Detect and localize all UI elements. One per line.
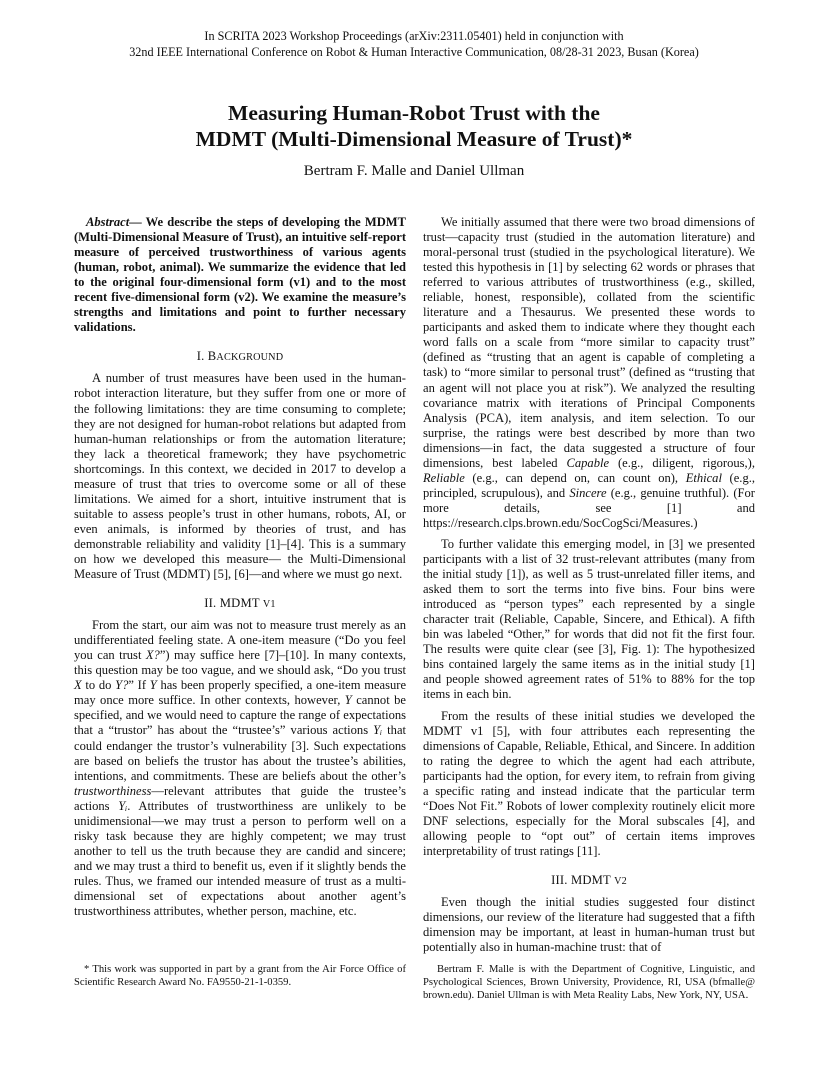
section-main: MDMT: [570, 872, 615, 887]
header-line-1: In SCRITA 2023 Workshop Proceedings (arXiv:2311.05401) held in conjunction with: [204, 29, 624, 43]
author-list: Bertram F. Malle and Daniel Ullman: [303, 163, 525, 179]
section-number: III.: [551, 872, 571, 887]
paper-title: [0, 100, 828, 152]
abstract-label: Abstract—: [86, 215, 142, 229]
affiliation-footnote: Bertram F. Malle is with the Department of Cognitive, Linguistic, and Psychological Sciences, Brown University, Providence, RI, USA (bfmalle@ brown.edu). Daniel Ullman is with Meta Reality Labs, New York, NY, USA.: [423, 964, 755, 1002]
title-line-1: Measuring Human-Robot Trust with the: [228, 101, 600, 125]
abstract: [74, 215, 406, 335]
mdmt-v1-paragraph: From the start, our aim was not to measure trust merely as an undifferentiated feeling state. A one-item measure (“Do you feel you can trust X?”) may suffice here [7]–[10]. In many contexts, this question may be too vague, and we should ask, “Do you trust X to do Y?” If Y has been properly specified, a one-item measure may once more suffice. In other contexts, however, Y cannot be specified, and we would need to capture the range of expectations that a “trustor” has about the “trustee’s” various actions Yᵢ that could endanger the trustor’s vulnerability [3]. Such expectations are based on beliefs the trustor has about the trustee’s abilities, intentions, and commitments. These are beliefs about the other’s trustworthiness—relevant attributes that guide the trustee’s actions Yᵢ. Attributes of trustworthiness are unlikely to be unidimensional—we may trust a person to perform well on a risky task because they are highly competent; we may trust another to tell us the truth because they are candid and sincere; and we may trust a third to benefit us, even if it slightly bends the rules. Thus, we framed our intended measure of trust as a multi-dimensional set of expectations about another agent’s trustworthiness attributes, whether person, machine, etc.: [74, 618, 407, 919]
section-main: MDMT: [219, 596, 263, 611]
conference-header: [0, 28, 828, 60]
section-rest: ACKGROUND: [216, 352, 284, 364]
dimensions-paragraph: We initially assumed that there were two broad dimensions of trust—capacity trust (studied in the automation literature) and moral-personal trust (studied in the psychological literature). We tested this hypothesis in [1] by selecting 62 words or phrases that referred to various attributes of trustworthiness (e.g., skilled, reliable, honest, responsible), collated from the scientific literature and a Thesaurus. We presented these words to participants and asked them to indicate where they thought each word falls on a scale from “more similar to capacity trust” (defined as “trusting that an agent is capable of completing a task) to “more similar to personal trust” (defined as “trusting that an agent will not place you at risk”). We analyzed the resulting covariance matrix with iterations of Principal Components Analysis (PCA), item analysis, and item selection. To our surprise, the ratings were best described by more than two dimensions—in fact, the data suggested a structure of four dimensions, best labeled Capable (e.g., diligent, rigorous,), Reliable (e.g., can depend on, can count on), Ethical (e.g., principled, scrupulous), and Sincere (e.g., genuine truthful). (For more details, see [1] and https://research.clps.brown.edu/SocCogSci/Measures.): [423, 215, 755, 530]
section-heading-mdmt-v2: [423, 873, 755, 889]
section-number: I.: [196, 349, 208, 364]
v1-development-paragraph: From the results of these initial studies we developed the MDMT v1 [5], with four attributes each representing the dimensions of Capable, Reliable, Ethical, and Sincere. In addition to rating the degree to which the agent had each attribute, participants had the option, for every item, to refrain from giving a specific rating and instead indicate that the particular term “Does Not Fit.” Robots of lower complexity routinely elicit more DNF selections, especially for the Moral subscales [4], and allowing people to “opt out” of certain items improves interpretability of trust ratings [11].: [423, 708, 755, 858]
section-heading-mdmt-v1: [74, 596, 406, 612]
funding-footnote: * This work was supported in part by a grant from the Air Force Office of Scientific Research Award No. FA9550-21-1-0359.: [74, 964, 406, 989]
section-initial: B: [207, 349, 217, 364]
background-paragraph: A number of trust measures have been used in the human-robot interaction literature, but they suffer from one or more of the following limitations: they are time consuming to complete; they are not designed for human-robot relations but adapted from human-human relationships or from the automation literature; they lack a theoretical framework; they have psychometric shortcomings. In this context, we decided in 2017 to develop a measure of trust that tries to overcome some or all of these limitations. We aimed for a short, intuitive instrument that is suitable to assess people’s trust in other humans, robots, AI, or even animals, is informed by theories of trust, and has demonstrable reliability and validity [1]–[4]. This is a summary on how we developed this measure— the Multi-Dimensional Measure of Trust (MDMT) [5], [6]—and where we must go next.: [74, 371, 406, 582]
section-small: V1: [262, 599, 276, 611]
abstract-text: We describe the steps of developing the MDMT (Multi-Dimensional Measure of Trust), an intuitive self-report measure of perceived trustworthiness of various agents (human, robot, animal). We summarize the evidence that led to the original four-dimensional form (v1) and to the most recent five-dimensional form (v2). We examine the measure’s strengths and limitations and point to further necessary validations.: [74, 215, 406, 335]
header-line-2: 32nd IEEE International Conference on Robot & Human Interactive Communication, 08/28-31 2023, Busan (Korea): [129, 45, 699, 59]
title-line-2: MDMT (Multi-Dimensional Measure of Trust)*: [195, 127, 633, 151]
section-small: V2: [614, 875, 627, 887]
validation-paragraph: To further validate this emerging model, in [3] we presented participants with a list of 32 trust-relevant attributes (many from the initial study [1]), as well as 5 trust-unrelated filler items, and asked them to sort the terms into five bins. Four bins were introduced as “person types” each represented by a single character trait (Reliable, Capable, Sincere, and Ethical). A fifth bin was labeled “Other,” for words that did not fit the first four. The results were quite clear (see [3], Fig. 1): The hypothesized bins contained largely the same items as in the initial study [1] and people showed agreement rates of 51% to 88% for the top items in each bin.: [423, 536, 755, 702]
right-column: [423, 215, 755, 955]
section-heading-background: [74, 349, 406, 365]
section-number: II.: [204, 596, 220, 611]
left-column: [74, 215, 406, 919]
mdmt-v2-paragraph: Even though the initial studies suggested four distinct dimensions, our review of the literature had suggested that a fifth dimension may be important, at least in human-human trust but potentially also in human-machine trust: that of: [423, 895, 755, 955]
